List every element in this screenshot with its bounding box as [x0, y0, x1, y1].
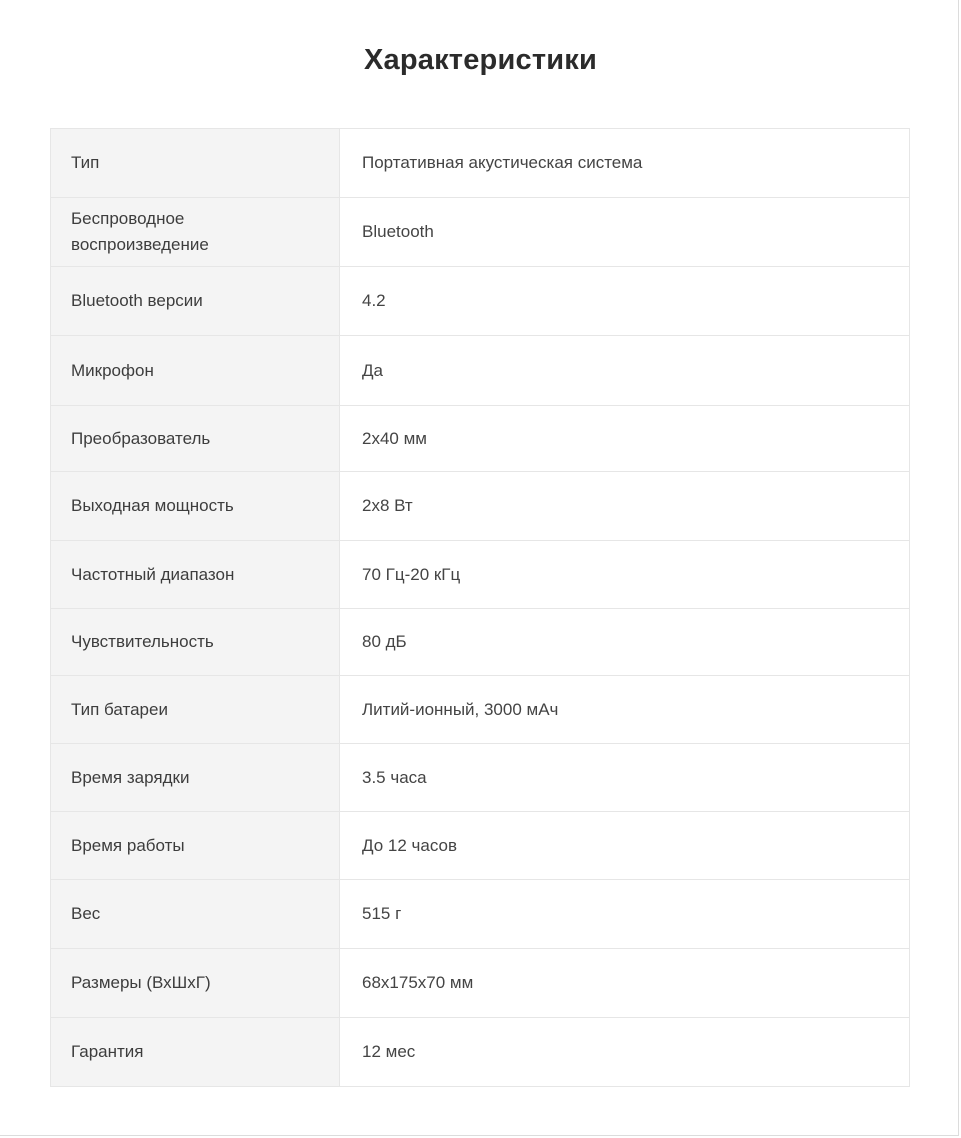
spec-row-operating-time [51, 812, 910, 880]
spec-value: 4.2 [340, 267, 910, 336]
spec-label: Гарантия [51, 1018, 340, 1087]
spec-row-sensitivity [51, 609, 910, 676]
specifications-table [50, 128, 910, 1087]
spec-label: Bluetooth версии [51, 267, 340, 336]
spec-label: Тип [51, 129, 340, 198]
spec-row-charging-time [51, 744, 910, 812]
spec-row-warranty [51, 1018, 910, 1087]
spec-label: Размеры (ВхШхГ) [51, 949, 340, 1018]
spec-label: Беспроводное воспроизведение [51, 198, 340, 267]
spec-value: Да [340, 336, 910, 406]
spec-row-type [51, 129, 910, 198]
spec-label: Частотный диапазон [51, 541, 340, 609]
spec-label: Тип батареи [51, 676, 340, 744]
spec-value: До 12 часов [340, 812, 910, 880]
spec-label: Преобразователь [51, 406, 340, 472]
spec-value: 515 г [340, 880, 910, 949]
spec-value: 68х175х70 мм [340, 949, 910, 1018]
spec-label: Микрофон [51, 336, 340, 406]
spec-row-wireless-playback [51, 198, 910, 267]
spec-value: 2х40 мм [340, 406, 910, 472]
spec-value: 3.5 часа [340, 744, 910, 812]
spec-value: Bluetooth [340, 198, 910, 267]
spec-value: 70 Гц-20 кГц [340, 541, 910, 609]
spec-value: 12 мес [340, 1018, 910, 1087]
spec-row-bluetooth-version [51, 267, 910, 336]
spec-value: 80 дБ [340, 609, 910, 676]
spec-row-driver [51, 406, 910, 472]
spec-row-weight [51, 880, 910, 949]
spec-value: Литий-ионный, 3000 мАч [340, 676, 910, 744]
spec-row-frequency-range [51, 541, 910, 609]
spec-label: Время работы [51, 812, 340, 880]
page-title: Характеристики [363, 44, 597, 76]
spec-row-output-power [51, 472, 910, 541]
spec-row-microphone [51, 336, 910, 406]
spec-label: Чувствительность [51, 609, 340, 676]
spec-label: Вес [51, 880, 340, 949]
spec-label: Выходная мощность [51, 472, 340, 541]
spec-value: Портативная акустическая система [340, 129, 910, 198]
spec-row-dimensions [51, 949, 910, 1018]
spec-label: Время зарядки [51, 744, 340, 812]
spec-row-battery-type [51, 676, 910, 744]
spec-value: 2х8 Вт [340, 472, 910, 541]
